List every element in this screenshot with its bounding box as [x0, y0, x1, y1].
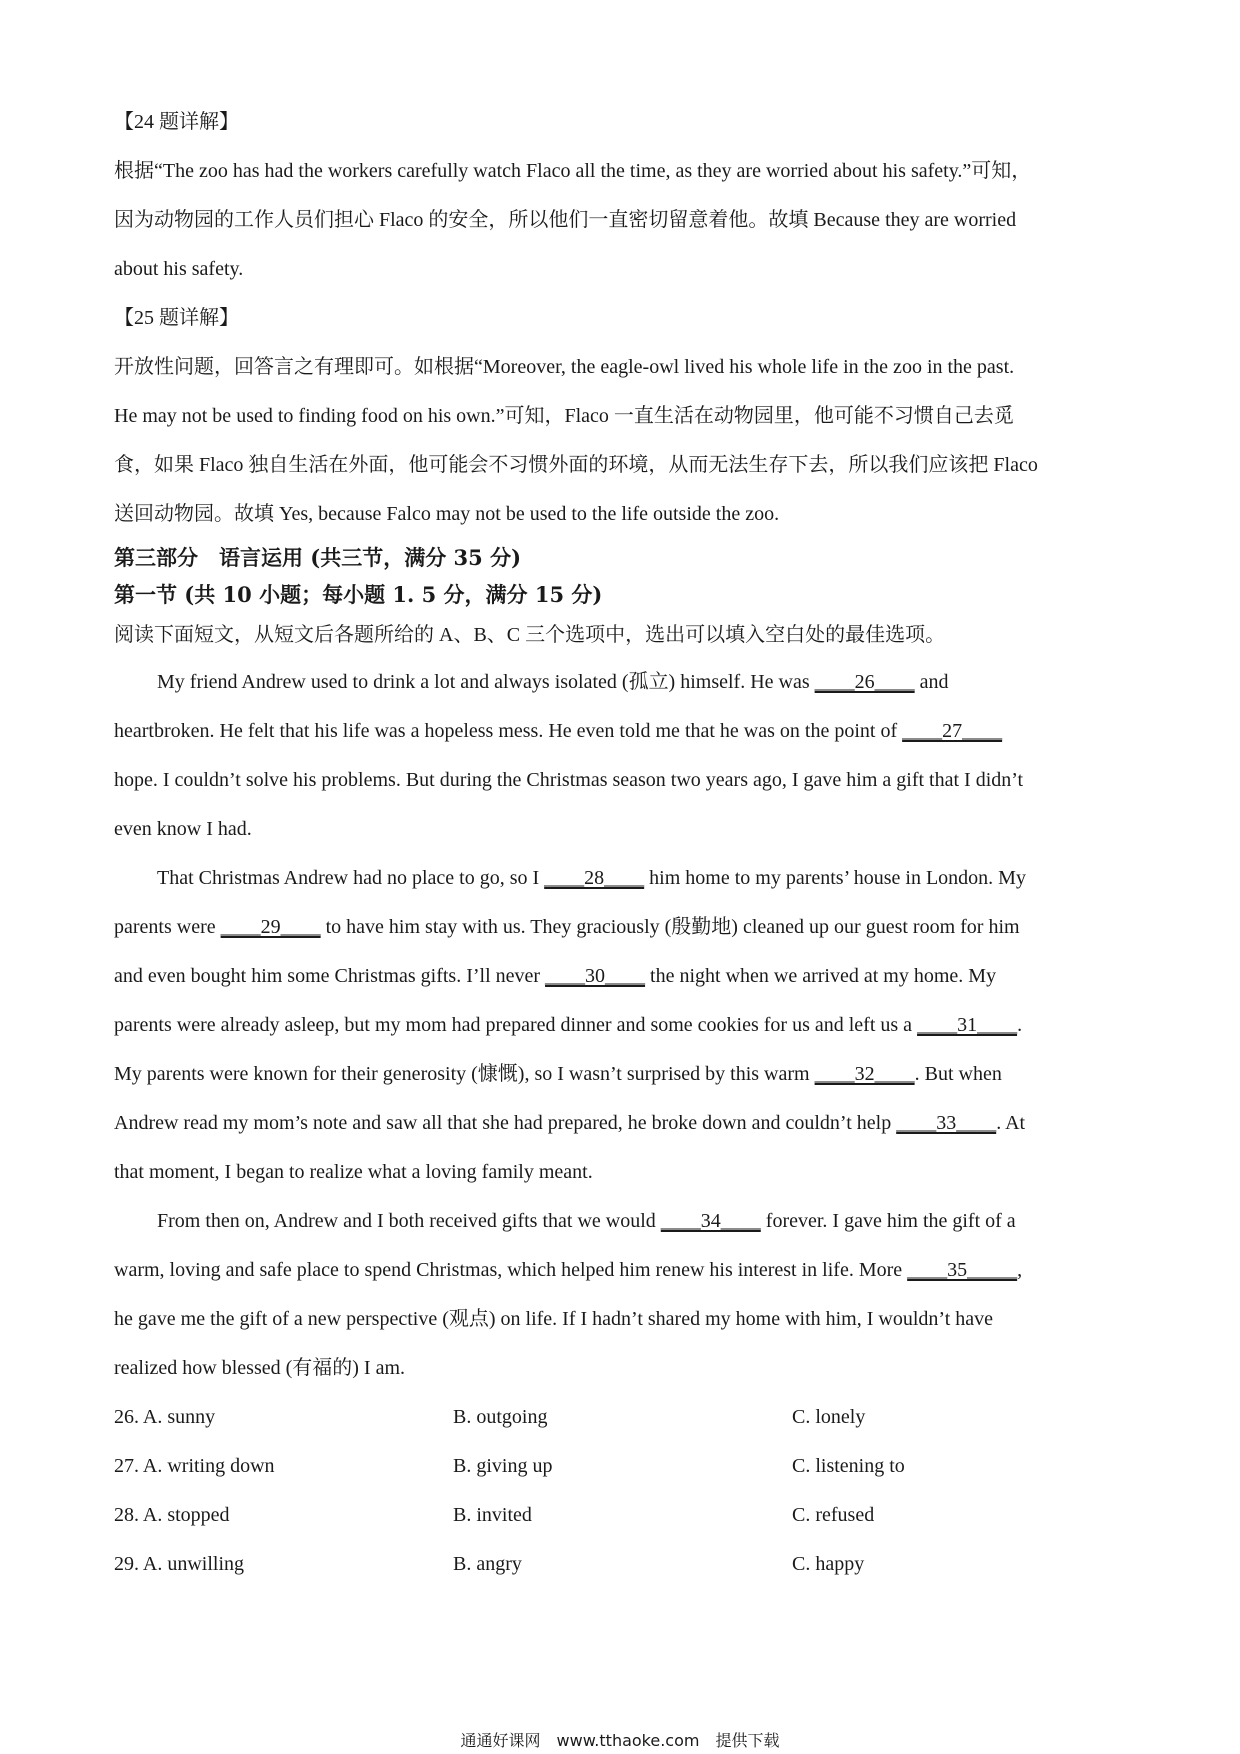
passage-p3-line-3: he gave me the gift of a new perspective (观点) on life. If I hadn’t shared my home with him, I wouldn’t have — [114, 1308, 994, 1330]
option-b: B. outgoing — [453, 1406, 548, 1428]
text-run: . At — [996, 1112, 1026, 1134]
text-run: parents were — [114, 916, 221, 938]
options-list — [114, 1393, 1126, 1589]
q24-title: 【24 题详解】 — [114, 111, 239, 133]
blank-27: ____27____ — [902, 720, 1003, 742]
text-run: , — [1017, 1259, 1023, 1281]
q25-title: 【25 题详解】 — [114, 307, 239, 329]
text-run: heartbroken. He felt that his life was a hopeless mess. He even told me that he was on the point of — [114, 720, 903, 742]
passage-p2-line-4 — [114, 1001, 1126, 1050]
section-sub-heading: 第一节 (共 10 小题；每小题 1. 5 分，满分 15 分) — [114, 582, 603, 607]
passage-p2-line-6 — [114, 1099, 1126, 1148]
passage-p1-line-2 — [114, 707, 1126, 756]
passage-p1-line-3: hope. I couldn’t solve his problems. But during the Christmas season two years ago, I gave him a gift that I didn’t — [114, 769, 1024, 791]
q24-line-2: 因为动物园的工作人员们担心 Flaco 的安全，所以他们一直密切留意着他。故填 Because they are worried — [114, 209, 1017, 231]
text-run: the night when we arrived at my home. My — [645, 965, 997, 987]
page-footer: 通通好课网 www.tthaoke.com 提供下载 — [460, 1731, 780, 1750]
q25-line-1: 开放性问题，回答言之有理即可。如根据“Moreover, the eagle-owl lived his whole life in the zoo in the past. — [114, 356, 1015, 378]
passage-p1-line-4: even know I had. — [114, 818, 252, 840]
option-c: C. happy — [792, 1553, 865, 1575]
option-c: C. lonely — [792, 1406, 866, 1428]
blank-32: ____32____ — [814, 1063, 915, 1085]
option-a: 29. A. unwilling — [114, 1553, 245, 1575]
option-a: 26. A. sunny — [114, 1406, 216, 1428]
option-b: B. giving up — [453, 1455, 553, 1477]
option-b: B. invited — [453, 1504, 532, 1526]
passage-p2-line-5 — [114, 1050, 1126, 1099]
text-run: My parents were known for their generosity (慷慨), so I wasn’t surprised by this warm — [114, 1063, 815, 1085]
option-a: 27. A. writing down — [114, 1455, 275, 1477]
blank-29: ____29____ — [220, 916, 321, 938]
passage-p2-line-3 — [114, 952, 1126, 1001]
blank-31: ____31____ — [917, 1014, 1018, 1036]
blank-30: ____30____ — [545, 965, 646, 987]
blank-26: ____26____ — [814, 671, 915, 693]
option-row — [114, 1491, 1126, 1540]
option-a: 28. A. stopped — [114, 1504, 230, 1526]
option-row — [114, 1393, 1126, 1442]
passage-p3-line-2 — [114, 1246, 1126, 1295]
blank-35: ____35_____ — [907, 1259, 1018, 1281]
text-run: to have him stay with us. They graciously (殷勤地) cleaned up our guest room for him — [320, 916, 1020, 938]
text-run: From then on, Andrew and I both received gifts that we would — [157, 1210, 661, 1232]
q24-line-1: 根据“The zoo has had the workers carefully watch Flaco all the time, as they are worried about his safety.”可知， — [114, 160, 1032, 182]
blank-33: ____33____ — [896, 1112, 997, 1134]
option-b: B. angry — [453, 1553, 522, 1575]
option-row — [114, 1540, 1126, 1589]
q25-line-4: 送回动物园。故填 Yes, because Falco may not be used to the life outside the zoo. — [114, 503, 780, 525]
text-run: My friend Andrew used to drink a lot and always isolated (孤立) himself. He was — [157, 671, 815, 693]
text-run: warm, loving and safe place to spend Christmas, which helped him renew his interest in life. More — [114, 1259, 908, 1281]
passage-p3-line-1 — [114, 1197, 1126, 1246]
option-row — [114, 1442, 1126, 1491]
text-run: . — [1017, 1014, 1023, 1036]
document-content — [114, 98, 1126, 1589]
text-run: and even bought him some Christmas gifts. I’ll never — [114, 965, 546, 987]
option-c: C. listening to — [792, 1455, 905, 1477]
text-run: forever. I gave him the gift of a — [760, 1210, 1016, 1232]
passage-p3-line-4: realized how blessed (有福的) I am. — [114, 1357, 406, 1379]
text-run: him home to my parents’ house in London. My — [644, 867, 1026, 889]
text-run: parents were already asleep, but my mom had prepared dinner and some cookies for us and left us a — [114, 1014, 918, 1036]
text-run: . But when — [914, 1063, 1002, 1085]
section-instruction: 阅读下面短文，从短文后各题所给的 A、B、C 三个选项中，选出可以填入空白处的最佳选项。 — [114, 624, 946, 646]
blank-28: ____28____ — [544, 867, 645, 889]
q24-line-3: about his safety. — [114, 258, 244, 280]
passage-p2-line-2 — [114, 903, 1126, 952]
option-c: C. refused — [792, 1504, 875, 1526]
q25-line-2: He may not be used to finding food on his own.”可知，Flaco 一直生活在动物园里，他可能不习惯自己去觅 — [114, 405, 1014, 427]
passage-p2-line-7: that moment, I began to realize what a loving family meant. — [114, 1161, 593, 1183]
blank-34: ____34____ — [660, 1210, 761, 1232]
text-run: Andrew read my mom’s note and saw all that she had prepared, he broke down and couldn’t help — [114, 1112, 897, 1134]
q25-line-3: 食，如果 Flaco 独自生活在外面，他可能会不习惯外面的环境，从而无法生存下去，所以我们应该把 Flaco — [114, 454, 1038, 476]
passage-p2-line-1 — [114, 854, 1126, 903]
section-part-heading: 第三部分 语言运用 (共三节，满分 35 分) — [114, 545, 522, 570]
passage-p1-line-1 — [114, 658, 1126, 707]
text-run: and — [914, 671, 949, 693]
text-run: That Christmas Andrew had no place to go, so I — [157, 867, 545, 889]
